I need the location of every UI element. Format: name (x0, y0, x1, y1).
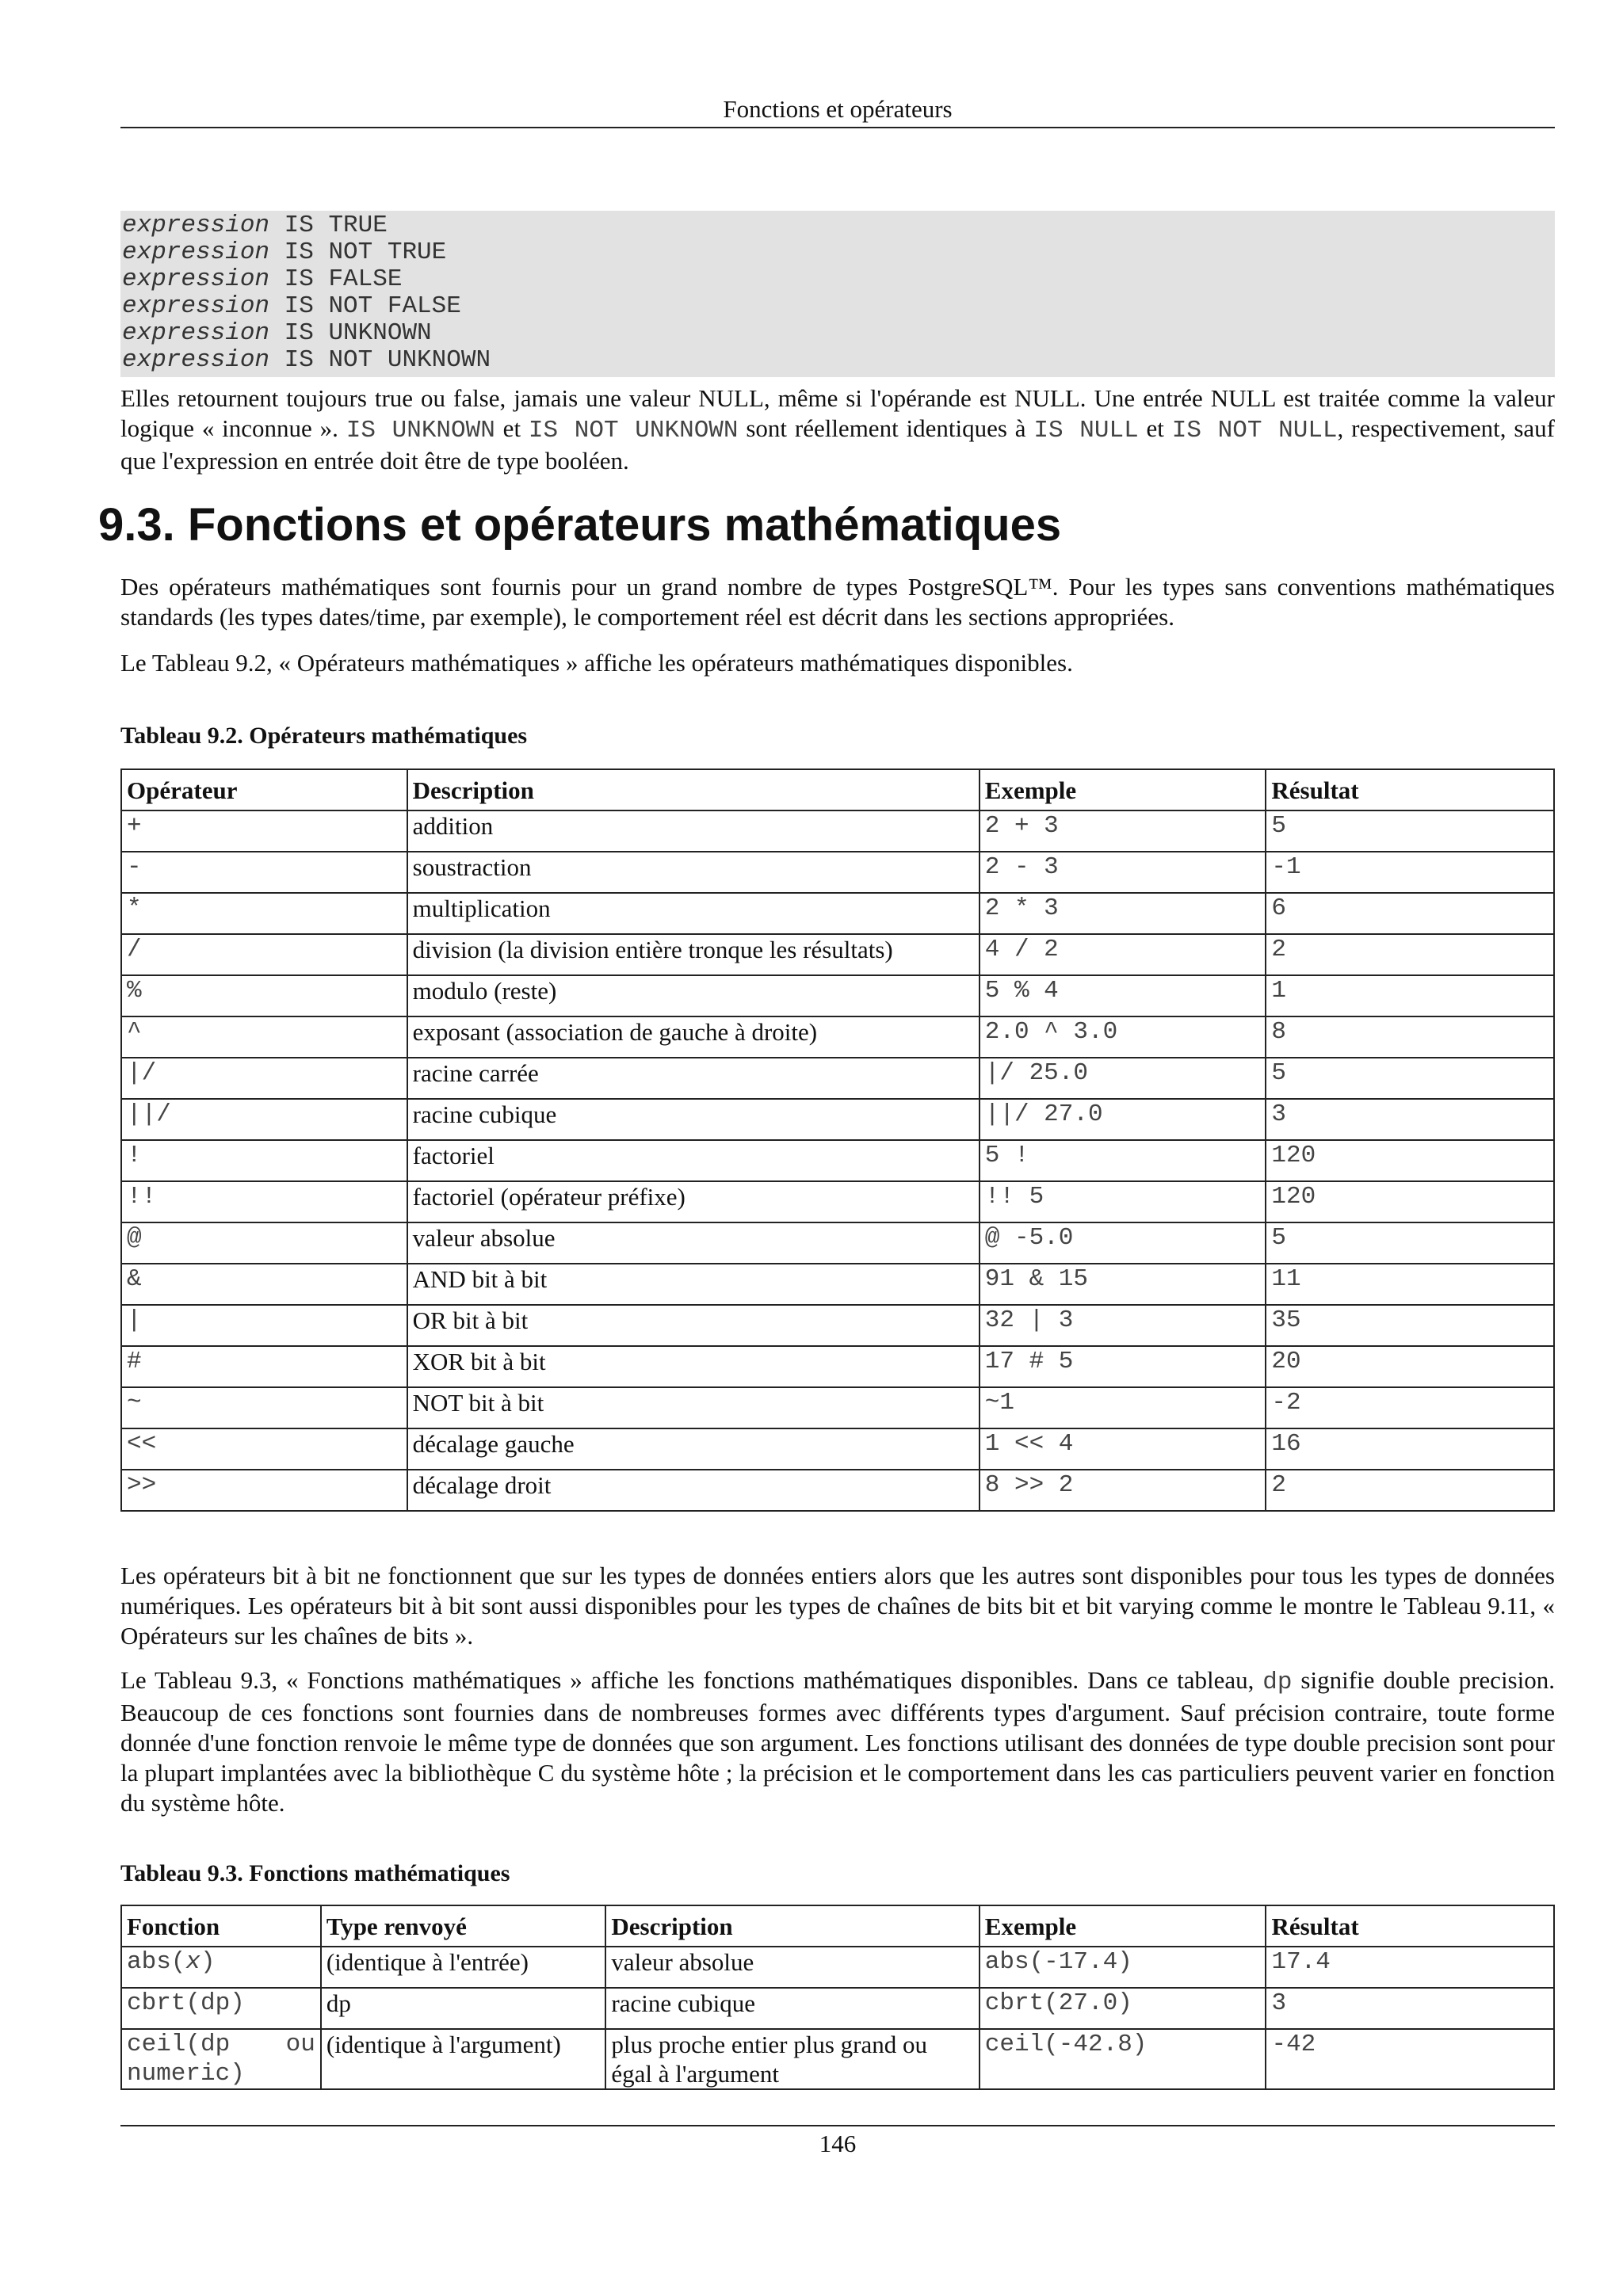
example-cell: 2 + 3 (980, 810, 1266, 852)
description-cell: plus proche entier plus grand ou égal à l'argument (605, 2029, 979, 2089)
table-header-row (121, 769, 1554, 810)
return-type-cell: (identique à l'entrée) (321, 1947, 606, 1988)
example-cell: cbrt(27.0) (980, 1988, 1266, 2029)
example-cell: 8 >> 2 (980, 1470, 1266, 1511)
example-cell: 2 * 3 (980, 893, 1266, 934)
column-header: Exemple (980, 769, 1266, 810)
description-cell: décalage gauche (407, 1428, 980, 1470)
operator-cell: - (121, 852, 407, 893)
page-number: 146 (819, 2130, 857, 2157)
column-header: Exemple (980, 1905, 1266, 1947)
code-line: expression IS TRUE (122, 212, 388, 239)
table-row (121, 810, 1554, 852)
result-cell: 2 (1266, 934, 1554, 975)
description-cell: division (la division entière tronque les résultats) (407, 934, 980, 975)
return-type-cell: (identique à l'argument) (321, 2029, 606, 2089)
description-cell: multiplication (407, 893, 980, 934)
operator-cell: | (121, 1305, 407, 1346)
description-cell: modulo (reste) (407, 975, 980, 1016)
operator-cell: + (121, 810, 407, 852)
table-row (121, 1222, 1554, 1264)
table-row (121, 1181, 1554, 1222)
example-cell: !! 5 (980, 1181, 1266, 1222)
table-row (121, 1264, 1554, 1305)
code-line: expression IS NOT TRUE (122, 238, 447, 266)
description-cell: racine carrée (407, 1058, 980, 1099)
code-line: expression IS NOT FALSE (122, 292, 461, 320)
operator-cell: ||/ (121, 1099, 407, 1140)
example-cell: |/ 25.0 (980, 1058, 1266, 1099)
result-cell: 5 (1266, 810, 1554, 852)
result-cell: 1 (1266, 975, 1554, 1016)
operator-cell: % (121, 975, 407, 1016)
result-cell: 2 (1266, 1470, 1554, 1511)
column-header: Fonction (121, 1905, 321, 1947)
column-header: Opérateur (121, 769, 407, 810)
table-row (121, 1305, 1554, 1346)
paragraph-bitwise: Les opérateurs bit à bit ne fonctionnent que sur les types de données entiers alors que les autres sont disponibles pour tous les types de données numériques. Les opérateurs bit à bit sont aussi disponibles pour les types de chaînes de bits bit et bit varying comme le montre le Tableau 9.11, « Opérateurs sur les chaînes de bits ». (120, 1562, 1555, 1650)
table-row (121, 1346, 1554, 1387)
example-cell: 91 & 15 (980, 1264, 1266, 1305)
description-cell: exposant (association de gauche à droite) (407, 1016, 980, 1058)
return-type-cell: dp (321, 1988, 606, 2029)
operator-cell: * (121, 893, 407, 934)
table-caption: Tableau 9.2. Opérateurs mathématiques (120, 723, 528, 749)
column-header: Résultat (1266, 769, 1554, 810)
table-row (121, 1428, 1554, 1470)
result-cell: 16 (1266, 1428, 1554, 1470)
table-row (121, 1470, 1554, 1511)
function-cell: cbrt(dp) (121, 1988, 321, 2029)
intro-paragraph: Elles retournent toujours true ou false, jamais une valeur NULL, même si l'opérande est NULL. Une entrée NULL est traitée comme la valeur logique « inconnue ». IS UNKNOWN et IS NOT UNKNOWN sont réellement identiques à IS NULL et IS NOT NULL, respectivement, sauf que l'expression en entrée doit être de type booléen. (120, 384, 1556, 475)
example-cell: 17 # 5 (980, 1346, 1266, 1387)
result-cell: 35 (1266, 1305, 1554, 1346)
paragraph-table-ref: Le Tableau 9.2, « Opérateurs mathématiques » affiche les opérateurs mathématiques disponibles. (120, 649, 1073, 677)
description-cell: factoriel (407, 1140, 980, 1181)
result-cell: -1 (1266, 852, 1554, 893)
result-cell: 11 (1266, 1264, 1554, 1305)
function-cell: abs(x) (121, 1947, 321, 1988)
result-cell: 3 (1266, 1988, 1554, 2029)
description-cell: factoriel (opérateur préfixe) (407, 1181, 980, 1222)
example-cell: 1 << 4 (980, 1428, 1266, 1470)
description-cell: NOT bit à bit (407, 1387, 980, 1428)
table-row (121, 893, 1554, 934)
result-cell: 120 (1266, 1181, 1554, 1222)
result-cell: 5 (1266, 1058, 1554, 1099)
column-header: Description (407, 769, 980, 810)
result-cell: 5 (1266, 1222, 1554, 1264)
operator-cell: ~ (121, 1387, 407, 1428)
functions-table (120, 1905, 1555, 2090)
table-row (121, 975, 1554, 1016)
function-cell: ceil(dp ou numeric) (121, 2029, 321, 2089)
table-row (121, 1387, 1554, 1428)
table-header-row (121, 1905, 1554, 1947)
description-cell: valeur absolue (605, 1947, 979, 1988)
result-cell: -2 (1266, 1387, 1554, 1428)
description-cell: addition (407, 810, 980, 852)
running-header: Fonctions et opérateurs (723, 95, 953, 123)
table-row (121, 852, 1554, 893)
operator-cell: & (121, 1264, 407, 1305)
paragraph-math-operators: Des opérateurs mathématiques sont fournis pour un grand nombre de types PostgreSQL™. Pour les types sans conventions mathématiques standards (les types dates/time, par exemple), le comportement réel est décrit dans les sections appropriées. (120, 573, 1555, 631)
description-cell: décalage droit (407, 1470, 980, 1511)
example-cell: 4 / 2 (980, 934, 1266, 975)
operator-cell: |/ (121, 1058, 407, 1099)
table-row (121, 2029, 1554, 2089)
paragraph-functions: Le Tableau 9.3, « Fonctions mathématiques » affiche les fonctions mathématiques disponibles. Dans ce tableau, dp signifie double precision. Beaucoup de ces fonctions sont fournies dans de nombreuses formes avec différents types d'argument. Sauf précision contraire, toute forme donnée d'une fonction renvoie le même type de données que son argument. Les fonctions utilisant des données de type double precision sont pour la plupart implantées avec la bibliothèque C du système hôte ; la précision et le comportement dans les cas particuliers peuvent varier en fonction du système hôte. (120, 1666, 1555, 1817)
code-line: expression IS NOT UNKNOWN (122, 346, 491, 374)
example-cell: 2.0 ^ 3.0 (980, 1016, 1266, 1058)
column-header: Description (605, 1905, 979, 1947)
operator-cell: / (121, 934, 407, 975)
header-rule (120, 127, 1555, 128)
operators-table (120, 769, 1555, 1512)
footer-rule (120, 2125, 1555, 2126)
operator-cell: >> (121, 1470, 407, 1511)
table-row (121, 1947, 1554, 1988)
result-cell: 17.4 (1266, 1947, 1554, 1988)
code-line: expression IS UNKNOWN (122, 319, 432, 347)
result-cell: 20 (1266, 1346, 1554, 1387)
table-row (121, 1058, 1554, 1099)
table-row (121, 934, 1554, 975)
description-cell: soustraction (407, 852, 980, 893)
example-cell: ||/ 27.0 (980, 1099, 1266, 1140)
table-caption: Tableau 9.3. Fonctions mathématiques (120, 1860, 510, 1886)
description-cell: AND bit à bit (407, 1264, 980, 1305)
result-cell: 3 (1266, 1099, 1554, 1140)
operator-cell: !! (121, 1181, 407, 1222)
description-cell: racine cubique (605, 1988, 979, 2029)
description-cell: OR bit à bit (407, 1305, 980, 1346)
description-cell: racine cubique (407, 1099, 980, 1140)
code-line: expression IS FALSE (122, 265, 403, 293)
operator-cell: @ (121, 1222, 407, 1264)
column-header: Résultat (1266, 1905, 1554, 1947)
operator-cell: << (121, 1428, 407, 1470)
table-row (121, 1140, 1554, 1181)
code-block (120, 211, 1555, 377)
column-header: Type renvoyé (321, 1905, 606, 1947)
table-row (121, 1988, 1554, 2029)
table-row (121, 1099, 1554, 1140)
result-cell: -42 (1266, 2029, 1554, 2089)
operator-cell: ^ (121, 1016, 407, 1058)
description-cell: XOR bit à bit (407, 1346, 980, 1387)
table-row (121, 1016, 1554, 1058)
example-cell: ceil(-42.8) (980, 2029, 1266, 2089)
description-cell: valeur absolue (407, 1222, 980, 1264)
section-title: 9.3. Fonctions et opérateurs mathématiques (98, 499, 1062, 551)
example-cell: 5 % 4 (980, 975, 1266, 1016)
result-cell: 8 (1266, 1016, 1554, 1058)
result-cell: 120 (1266, 1140, 1554, 1181)
example-cell: 5 ! (980, 1140, 1266, 1181)
example-cell: 32 | 3 (980, 1305, 1266, 1346)
operator-cell: ! (121, 1140, 407, 1181)
operator-cell: # (121, 1346, 407, 1387)
example-cell: 2 - 3 (980, 852, 1266, 893)
result-cell: 6 (1266, 893, 1554, 934)
example-cell: ~1 (980, 1387, 1266, 1428)
example-cell: abs(-17.4) (980, 1947, 1266, 1988)
example-cell: @ -5.0 (980, 1222, 1266, 1264)
